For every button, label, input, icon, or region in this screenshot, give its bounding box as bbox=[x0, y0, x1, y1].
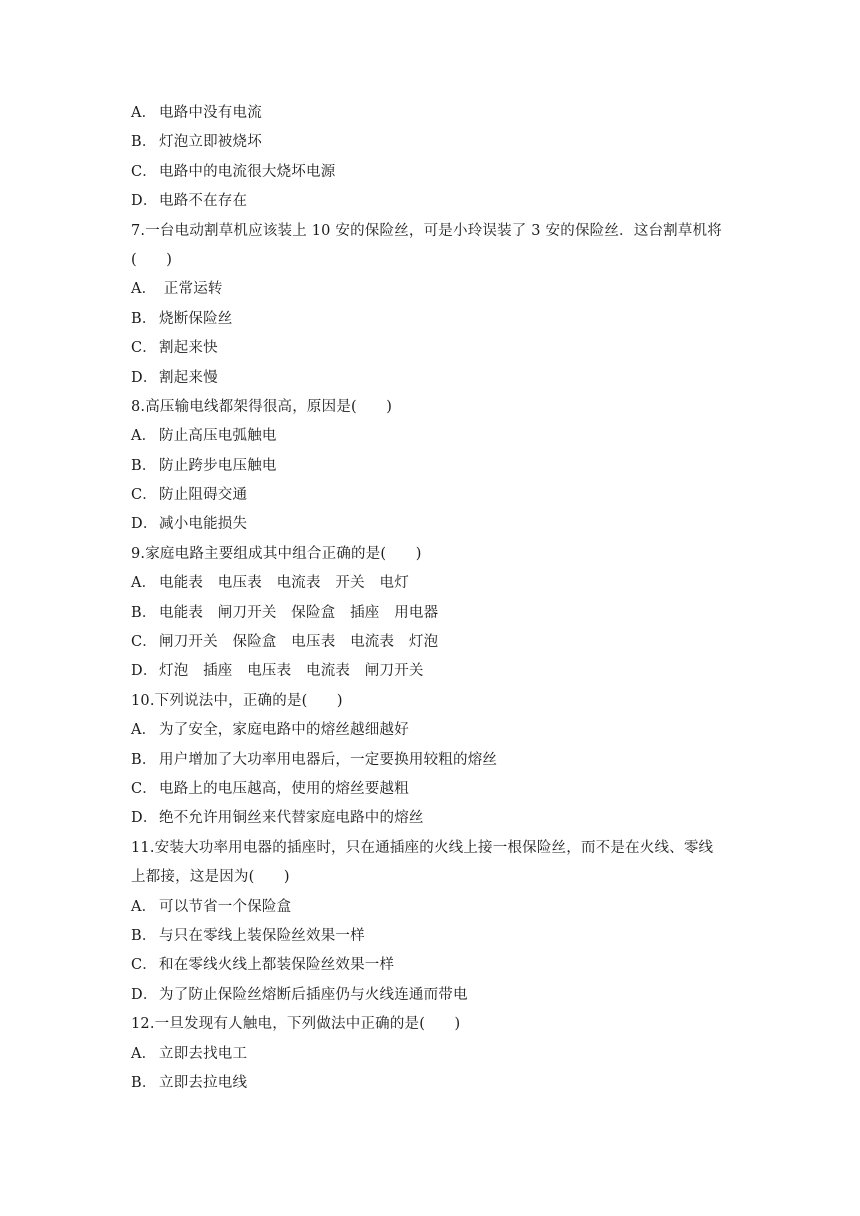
answer-option bbox=[131, 981, 751, 1010]
option-letter: C． bbox=[131, 957, 157, 974]
answer-option bbox=[131, 746, 751, 775]
document-page bbox=[131, 99, 751, 1098]
option-text: 割起来慢 bbox=[159, 369, 218, 386]
option-letter: D． bbox=[131, 516, 158, 533]
option-letter: A． bbox=[131, 281, 157, 298]
option-text: 防止高压电弧触电 bbox=[159, 428, 277, 445]
option-letter: B． bbox=[131, 604, 157, 621]
option-text: 电路中没有电流 bbox=[159, 105, 262, 121]
option-text: 为了防止保险丝熔断后插座仍与火线连通而带电 bbox=[159, 986, 468, 1003]
answer-option bbox=[131, 775, 751, 804]
option-letter: A． bbox=[131, 898, 157, 915]
option-letter: B． bbox=[131, 457, 157, 474]
answer-option bbox=[131, 893, 751, 922]
option-text: 灯泡立即被烧坏 bbox=[159, 134, 262, 151]
option-letter: D． bbox=[131, 810, 158, 827]
option-text: 防止阻碍交通 bbox=[159, 487, 248, 504]
question-stem bbox=[131, 834, 751, 863]
option-text: 电路上的电压越高，使用的熔丝要越粗 bbox=[159, 780, 409, 797]
option-letter: B． bbox=[131, 927, 157, 944]
option-letter: D． bbox=[131, 663, 158, 680]
answer-option bbox=[131, 187, 751, 216]
option-letter: C． bbox=[131, 780, 157, 797]
answer-option bbox=[131, 1040, 751, 1069]
option-text: 电能表 电压表 电流表 开关 电灯 bbox=[159, 575, 409, 592]
option-letter: D． bbox=[131, 986, 158, 1003]
answer-option bbox=[131, 569, 751, 598]
answer-option bbox=[131, 599, 751, 628]
answer-option bbox=[131, 422, 751, 451]
option-text: 烧断保险丝 bbox=[159, 310, 233, 327]
answer-option bbox=[131, 128, 751, 157]
option-letter: A． bbox=[131, 1045, 157, 1062]
option-letter: B． bbox=[131, 310, 157, 327]
question-stem bbox=[131, 1010, 751, 1039]
option-text: 用户增加了大功率用电器后，一定要换用较粗的熔丝 bbox=[159, 751, 498, 768]
option-letter: C． bbox=[131, 634, 157, 651]
option-letter: A． bbox=[131, 105, 157, 121]
question-text: 11.安装大功率用电器的插座时，只在通插座的火线上接一根保险丝，而不是在火线、零线 bbox=[131, 839, 714, 856]
option-text: 电路不在存在 bbox=[159, 193, 248, 210]
answer-option bbox=[131, 951, 751, 980]
option-text: 减小电能损失 bbox=[159, 516, 248, 533]
option-text: 绝不允许用铜丝来代替家庭电路中的熔丝 bbox=[159, 810, 424, 827]
option-letter: B． bbox=[131, 134, 157, 151]
question-text: 8.高压输电线都架得很高，原因是( ) bbox=[131, 398, 393, 415]
answer-option bbox=[131, 452, 751, 481]
option-letter: A． bbox=[131, 722, 157, 739]
option-text: 电路中的电流很大烧坏电源 bbox=[159, 163, 336, 180]
option-letter: D． bbox=[131, 369, 158, 386]
option-letter: C． bbox=[131, 487, 157, 504]
question-text: 7.一台电动割草机应该装上 10 安的保险丝，可是小玲误装了 3 安的保险丝．这台割草机将 bbox=[131, 222, 722, 239]
answer-option bbox=[131, 1069, 751, 1098]
option-letter: D． bbox=[131, 193, 158, 210]
option-letter: B． bbox=[131, 1074, 157, 1091]
option-text: 可以节省一个保险盒 bbox=[159, 898, 292, 915]
question-stem bbox=[131, 687, 751, 716]
option-text: 防止跨步电压触电 bbox=[159, 457, 277, 474]
question-stem bbox=[131, 217, 751, 246]
answer-option bbox=[131, 628, 751, 657]
question-stem bbox=[131, 246, 751, 275]
answer-option bbox=[131, 716, 751, 745]
answer-option bbox=[131, 334, 751, 363]
answer-option bbox=[131, 657, 751, 686]
option-letter: B． bbox=[131, 751, 157, 768]
option-letter: C． bbox=[131, 340, 157, 357]
question-stem bbox=[131, 393, 751, 422]
answer-option bbox=[131, 364, 751, 393]
option-letter: A． bbox=[131, 428, 157, 445]
answer-option bbox=[131, 158, 751, 187]
answer-option bbox=[131, 481, 751, 510]
question-text: 上都接，这是因为( ) bbox=[131, 869, 290, 886]
answer-option bbox=[131, 99, 751, 128]
option-text: 割起来快 bbox=[159, 340, 218, 357]
question-text: 12.一旦发现有人触电，下列做法中正确的是( ) bbox=[131, 1016, 461, 1033]
answer-option bbox=[131, 804, 751, 833]
answer-option bbox=[131, 922, 751, 951]
option-text: 和在零线火线上都装保险丝效果一样 bbox=[159, 957, 395, 974]
question-stem bbox=[131, 863, 751, 892]
option-text: 电能表 闸刀开关 保险盒 插座 用电器 bbox=[159, 604, 439, 621]
option-letter: C． bbox=[131, 163, 157, 180]
option-text: 与只在零线上装保险丝效果一样 bbox=[159, 927, 365, 944]
answer-option bbox=[131, 510, 751, 539]
option-text: 立即去找电工 bbox=[159, 1045, 248, 1062]
answer-option bbox=[131, 305, 751, 334]
question-stem bbox=[131, 540, 751, 569]
option-letter: A． bbox=[131, 575, 157, 592]
option-text: 正常运转 bbox=[159, 281, 223, 298]
question-text: 9.家庭电路主要组成其中组合正确的是( ) bbox=[131, 545, 422, 562]
answer-option bbox=[131, 275, 751, 304]
option-text: 立即去拉电线 bbox=[159, 1074, 248, 1091]
option-text: 灯泡 插座 电压表 电流表 闸刀开关 bbox=[159, 663, 424, 680]
question-text: 10.下列说法中，正确的是( ) bbox=[131, 692, 343, 709]
question-text: ( ) bbox=[131, 251, 173, 268]
option-text: 为了安全，家庭电路中的熔丝越细越好 bbox=[159, 722, 409, 739]
option-text: 闸刀开关 保险盒 电压表 电流表 灯泡 bbox=[159, 634, 439, 651]
